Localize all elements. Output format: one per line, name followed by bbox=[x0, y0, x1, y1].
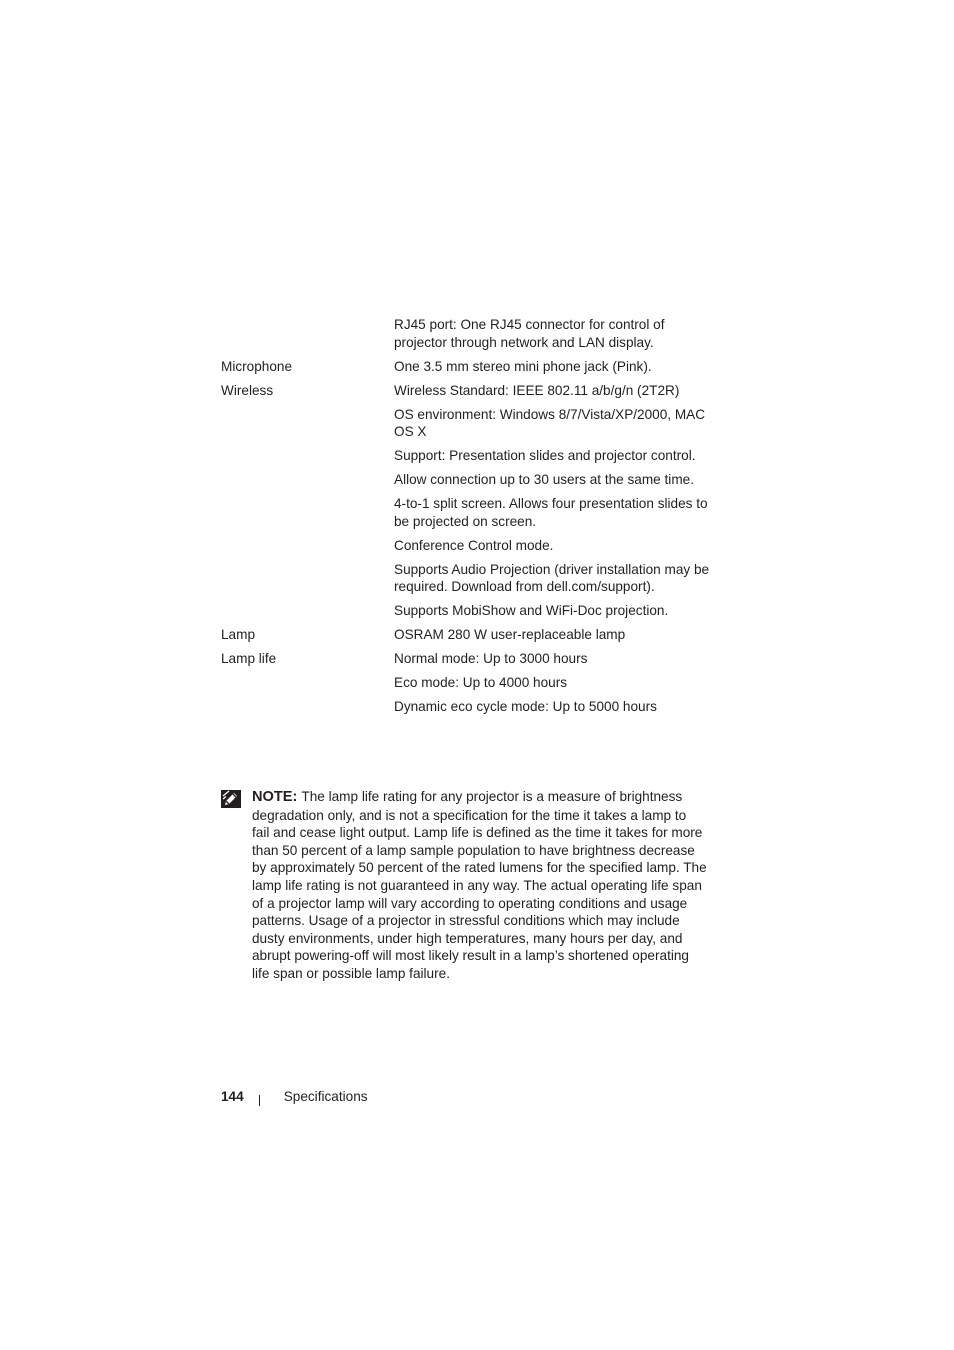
spec-value: Dynamic eco cycle mode: Up to 5000 hours bbox=[394, 699, 657, 714]
note-block bbox=[221, 788, 711, 983]
spec-row-rj45 bbox=[221, 316, 711, 358]
spec-values bbox=[394, 316, 711, 358]
spec-value: OSRAM 280 W user-replaceable lamp bbox=[394, 627, 626, 642]
spec-row-microphone bbox=[221, 358, 711, 382]
spec-value: 4-to-1 split screen. Allows four presentation slides to be projected on screen. bbox=[394, 496, 708, 529]
footer-divider bbox=[259, 1095, 260, 1106]
spec-row-lamp-life bbox=[221, 650, 711, 722]
spec-table bbox=[221, 316, 711, 722]
spec-value: Supports Audio Projection (driver installation may be required. Download from dell.com/support). bbox=[394, 561, 710, 594]
spec-label: Microphone bbox=[221, 358, 293, 374]
spec-values bbox=[394, 626, 711, 650]
note-text bbox=[252, 788, 707, 983]
spec-values bbox=[394, 358, 711, 382]
spec-value: Support: Presentation slides and projector control. bbox=[394, 448, 696, 463]
spec-values bbox=[394, 650, 711, 722]
spec-values bbox=[394, 382, 711, 627]
spec-row-wireless bbox=[221, 382, 711, 627]
spec-value: One 3.5 mm stereo mini phone jack (Pink). bbox=[394, 358, 652, 374]
spec-label: Lamp bbox=[221, 627, 256, 642]
note-label: NOTE: bbox=[252, 789, 298, 805]
spec-row-lamp bbox=[221, 626, 711, 650]
spec-value: Eco mode: Up to 4000 hours bbox=[394, 675, 568, 690]
page-footer bbox=[221, 1088, 368, 1106]
page-number: 144 bbox=[221, 1089, 244, 1104]
spec-value: Allow connection up to 30 users at the same time. bbox=[394, 472, 694, 487]
spec-value: RJ45 port: One RJ45 connector for control of projector through network and LAN display. bbox=[394, 317, 665, 350]
spec-label: Lamp life bbox=[221, 651, 277, 666]
spec-label: Wireless bbox=[221, 382, 274, 398]
spec-value: Supports MobiShow and WiFi-Doc projection. bbox=[394, 603, 669, 618]
spec-value: Normal mode: Up to 3000 hours bbox=[394, 651, 588, 666]
section-title: Specifications bbox=[283, 1089, 368, 1104]
note-pencil-icon bbox=[221, 790, 241, 808]
spec-value: Conference Control mode. bbox=[394, 537, 554, 553]
spec-label bbox=[221, 316, 394, 358]
spec-value: OS environment: Windows 8/7/Vista/XP/2000, MAC OS X bbox=[394, 406, 706, 439]
spec-value: Wireless Standard: IEEE 802.11 a/b/g/n (2T2R) bbox=[394, 382, 680, 398]
note-body: The lamp life rating for any projector is a measure of brightness degradation only, and is not a specification for the time it takes a lamp to fail and cease light output. Lamp life is defined as the time it takes for more than 50 percent of a lamp sample population to have brightness decrease by approximately 50 percent of the rated lumens for the specified lamp. The lamp life rating is not guaranteed in any way. The actual operating life span of a projector lamp will vary according to operating conditions and usage patterns. Usage of a projector in stressful conditions which may include dusty environments, under high temperatures, many hours per day, and abrupt powering-off will most likely result in a lamp’s shortened operating life span or possible lamp failure. bbox=[252, 789, 707, 981]
